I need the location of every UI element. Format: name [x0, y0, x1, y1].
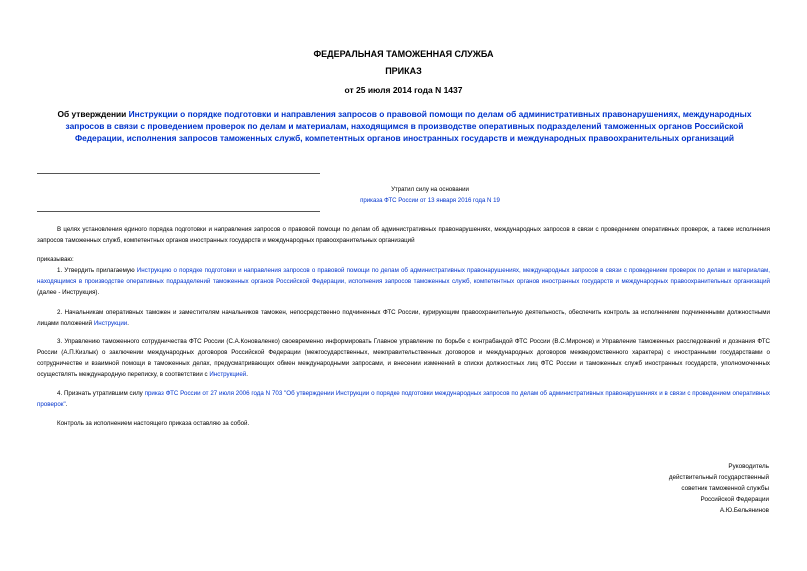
paragraph-3-suffix: . — [246, 371, 248, 378]
intro-paragraph: В целях установления единого порядка подготовки и направления запросов о правовой помощи по делам об административных правонарушениях, международных запросов в связи с проведением оперативных проверок, а также исполнения запросов таможенных служб, компетентных органов иностранных государств и международных правоохранительных организаций — [37, 226, 770, 244]
repeal-order-link[interactable]: приказа ФТС России от 13 января 2016 года N 19 — [360, 197, 500, 204]
divider-top — [37, 173, 320, 174]
repeal-note-text: Утратил силу на основании — [391, 186, 469, 193]
signature-line-4: Российской Федерации — [700, 496, 769, 503]
paragraph-1 — [37, 265, 770, 298]
instruction-link-3[interactable]: Инструкцией — [209, 371, 247, 378]
paragraph-3-text: 3. Управлению таможенного сотрудничества ФТС России (С.А.Коноваленко) своевременно информировать Главное управление по борьбе с контрабандой ФТС России (В.С.Миронов) и Управление таможенных расследований и дознания ФТС России (А.П.Кизлык) о заключении международных договоров Российской Федерации (межгосударственных, межправительственных договоров и международных договоров межведомственного характера) с иностранными государствами о сотрудничестве и взаимной помощи в таможенных делах, предусматривающих обмен международными запросами, и внесении изменений в списки должностных лиц ФТС России и таможенных служб иностранных государств, уполномоченных осуществлять международную переписку, в соответствии с — [37, 338, 770, 378]
paragraph-2-text: 2. Начальникам оперативных таможен и заместителям начальников таможен, непосредственно подчиненных ФТС России, курирующим правоохранительную деятельность, обеспечить контроль за исполнением подчиненными должностными лицами положений — [37, 309, 770, 327]
signature-line-2: действительный государственный — [668, 474, 769, 481]
paragraph-2-suffix: . — [127, 320, 129, 327]
paragraph-4-suffix: . — [65, 401, 68, 408]
paragraph-2 — [37, 307, 770, 329]
paragraph-1-suffix: (далее - Инструкция). — [37, 289, 100, 296]
agency-heading: ФЕДЕРАЛЬНАЯ ТАМОЖЕННАЯ СЛУЖБА — [313, 49, 494, 59]
order-word: приказываю: — [37, 256, 74, 263]
divider-bottom — [37, 211, 320, 212]
title-prefix: Об утверждении — [57, 109, 129, 119]
instruction-link[interactable]: Инструкцию о порядке подготовки и направления запросов о правовой помощи по делам об административных правонарушениях, международных запросов в связи с проведением проверок по делам и материалам, находящимся в производстве оперативных подразделений таможенных органов Российской Федерации, исполнения запросов таможенных служб, компетентных органов иностранных государств и международных правоохранительных организаций — [37, 267, 770, 285]
signature-line-3: советник таможенной службы — [681, 485, 769, 492]
paragraph-1-text: 1. Утвердить прилагаемую — [57, 267, 137, 274]
signature-name: А.Ю.Бельянинов — [719, 507, 769, 514]
signature-block — [669, 461, 769, 516]
doc-date-number: от 25 июля 2014 года N 1437 — [344, 85, 463, 95]
instruction-link-2[interactable]: Инструкции — [93, 320, 128, 327]
paragraph-4-text: 4. Признать утратившим силу — [57, 390, 145, 397]
document-title — [52, 108, 757, 144]
doc-type-heading: ПРИКАЗ — [385, 66, 422, 76]
paragraph-3 — [37, 336, 770, 380]
repeal-note — [300, 184, 560, 206]
title-instruction-link[interactable]: Инструкции о порядке подготовки и направления запросов о правовой помощи по делам об административных правонарушениях, международных запросов в связи с проведением проверок по делам и материалам, находящимся в производстве оперативных подразделений таможенных органов Российской Федерации, исполнения запросов таможенных служб, компетентных органов иностранных государств и международных правоохранительных организаций — [65, 109, 752, 143]
signature-line-1: Руководитель — [728, 463, 769, 470]
paragraph-5: Контроль за исполнением настоящего приказа оставляю за собой. — [57, 420, 250, 427]
repealed-order-link[interactable]: приказ ФТС России от 27 июля 2006 года N 703 "Об утверждении Инструкции о порядке подготовки международных запросов по делам об административных правонарушениях и в связи с проведением оперативных проверок" — [37, 390, 770, 408]
paragraph-4 — [37, 388, 770, 410]
